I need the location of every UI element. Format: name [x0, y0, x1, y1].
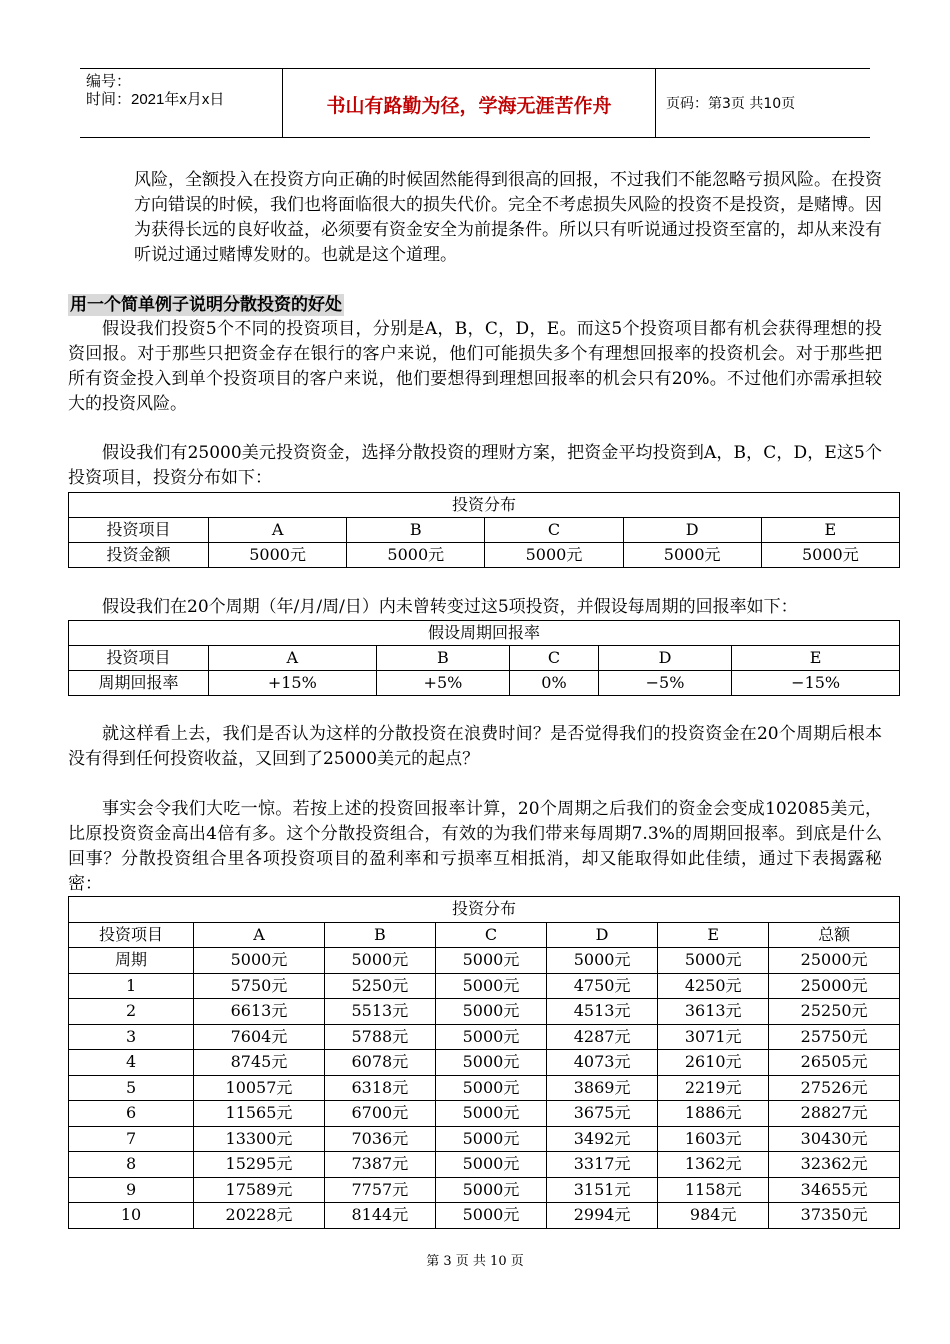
- table-row: [69, 1101, 900, 1127]
- table-cell: 5000元: [547, 948, 658, 974]
- table-header-row: [69, 646, 900, 671]
- table-cell: 5250元: [324, 973, 435, 999]
- table-cell: 5000元: [435, 1101, 546, 1127]
- table-row: [69, 1050, 900, 1076]
- table-cell: 1: [69, 973, 194, 999]
- table-row: [69, 1152, 900, 1178]
- table-cell: 4073元: [547, 1050, 658, 1076]
- table-cell: 3151元: [547, 1177, 658, 1203]
- table-cell: 5000元: [347, 543, 485, 568]
- header-motto-cell: [283, 69, 656, 137]
- table-cell: 13300元: [194, 1126, 325, 1152]
- table-cell: 10057元: [194, 1075, 325, 1101]
- table-cell: +15%: [209, 671, 377, 696]
- number-label: 编号：: [86, 73, 132, 90]
- allocation-table: [68, 492, 900, 568]
- table-cell: 6700元: [324, 1101, 435, 1127]
- table-cell: 3675元: [547, 1101, 658, 1127]
- table-cell: 5000元: [435, 1075, 546, 1101]
- return-rate-table: [68, 620, 900, 696]
- table-cell: 3071元: [658, 1024, 769, 1050]
- table-cell: 1158元: [658, 1177, 769, 1203]
- date-label: 时间：2021年x月x日: [86, 91, 225, 108]
- header-cell: C: [510, 646, 599, 671]
- table-cell: 7387元: [324, 1152, 435, 1178]
- table-cell: 5000元: [435, 973, 546, 999]
- table-cell: 5750元: [194, 973, 325, 999]
- table-cell: 7: [69, 1126, 194, 1152]
- table-cell: 25000元: [769, 948, 900, 974]
- section-heading: 用一个简单例子说明分散投资的好处: [70, 295, 342, 315]
- table-cell: 4750元: [547, 973, 658, 999]
- table-cell: 34655元: [769, 1177, 900, 1203]
- header-cell: C: [485, 518, 623, 543]
- motto: 书山有路勤为径，学海无涯苦作舟: [326, 95, 612, 117]
- header-cell: D: [623, 518, 761, 543]
- table-cell: +5%: [376, 671, 510, 696]
- table-row: [69, 543, 900, 568]
- table-cell: 27526元: [769, 1075, 900, 1101]
- table-row: [69, 671, 900, 696]
- table-cell: 5513元: [324, 999, 435, 1025]
- paragraph-1: 风险，全额投入在投资方向正确的时候固然能得到很高的回报，不过我们不能忽略亏损风险。在投资方向错误的时候，我们也将面临很大的损失代价。完全不考虑损失风险的投资不是投资，是赌博。因为获得长远的良好收益，必须要有资金安全为前提条件。所以只有听说通过投资至富的，却从来没有听说过通过赌博发财的。也就是这个道理。: [134, 170, 882, 265]
- table-cell: 2219元: [658, 1075, 769, 1101]
- table-cell: 5000元: [761, 543, 899, 568]
- table-cell: 984元: [658, 1203, 769, 1229]
- header-cell: E: [761, 518, 899, 543]
- table-cell: 4287元: [547, 1024, 658, 1050]
- table-cell: 6613元: [194, 999, 325, 1025]
- header-cell: B: [376, 646, 510, 671]
- table-cell: 5000元: [209, 543, 347, 568]
- page-header: [80, 68, 870, 138]
- table-cell: 7757元: [324, 1177, 435, 1203]
- table-cell: 1886元: [658, 1101, 769, 1127]
- paragraph-6: 事实会令我们大吃一惊。若按上述的投资回报率计算，20个周期之后我们的资金会变成102085美元，比原投资资金高出4倍有多。这个分散投资组合，有效的为我们带来每周期7.3%的周期回报率。到底是什么回事？分散投资组合里各项投资项目的盈利率和亏损率互相抵消，却又能取得如此佳绩，通过下表揭露秘密：: [68, 799, 882, 894]
- table-cell: 5000元: [435, 1203, 546, 1229]
- header-cell: B: [324, 922, 435, 948]
- page-label: 页码：第3页 共10页: [666, 96, 796, 112]
- table-cell: 28827元: [769, 1101, 900, 1127]
- table-cell: 5000元: [435, 999, 546, 1025]
- table-cell: 0%: [510, 671, 599, 696]
- paragraph-2: 假设我们投资5个不同的投资项目，分别是A，B，C，D，E。而这5个投资项目都有机会获得理想的投资回报。对于那些只把资金存在银行的客户来说，他们可能损失多个有理想回报率的投资机会。对于那些把所有资金投入到单个投资项目的客户来说，他们要想得到理想回报率的机会只有20%。不过他们亦需承担较大的投资风险。: [68, 319, 882, 414]
- table-cell: 3613元: [658, 999, 769, 1025]
- header-cell: A: [209, 518, 347, 543]
- table-cell: 25750元: [769, 1024, 900, 1050]
- header-cell: 投资项目: [69, 922, 194, 948]
- table-cell: 2610元: [658, 1050, 769, 1076]
- table-cell: 8745元: [194, 1050, 325, 1076]
- table-row: [69, 1203, 900, 1229]
- table-cell: 5000元: [658, 948, 769, 974]
- header-cell: A: [194, 922, 325, 948]
- table-header-row: [69, 922, 900, 948]
- table-title: 假设周期回报率: [69, 621, 900, 646]
- table-row: [69, 999, 900, 1025]
- header-cell: D: [598, 646, 732, 671]
- table-cell: 5000元: [435, 1152, 546, 1178]
- table-cell: 2: [69, 999, 194, 1025]
- period-table-body: [69, 948, 900, 1229]
- table-cell: 5788元: [324, 1024, 435, 1050]
- table-cell: 7604元: [194, 1024, 325, 1050]
- table-row: [69, 948, 900, 974]
- table-cell: 3317元: [547, 1152, 658, 1178]
- table-cell: 5000元: [324, 948, 435, 974]
- table-row: [69, 1177, 900, 1203]
- table-cell: 1603元: [658, 1126, 769, 1152]
- table-cell: 10: [69, 1203, 194, 1229]
- header-cell: E: [732, 646, 900, 671]
- table-cell: 20228元: [194, 1203, 325, 1229]
- table-cell: 9: [69, 1177, 194, 1203]
- table-row: [69, 1126, 900, 1152]
- paragraph-3: 假设我们有25000美元投资资金，选择分散投资的理财方案，把资金平均投资到A，B，C，D，E这5个投资项目，投资分布如下：: [68, 443, 882, 488]
- table-cell: 投资金额: [69, 543, 209, 568]
- header-cell: 总额: [769, 922, 900, 948]
- table-title: 投资分布: [69, 493, 900, 518]
- table-cell: 3: [69, 1024, 194, 1050]
- table-cell: 5000元: [485, 543, 623, 568]
- header-cell: B: [347, 518, 485, 543]
- table-cell: 5000元: [435, 1126, 546, 1152]
- table-cell: 11565元: [194, 1101, 325, 1127]
- header-cell: 投资项目: [69, 646, 209, 671]
- table-cell: 4250元: [658, 973, 769, 999]
- table-cell: 3492元: [547, 1126, 658, 1152]
- table-cell: 8144元: [324, 1203, 435, 1229]
- table-header-row: [69, 518, 900, 543]
- period-table: [68, 896, 900, 1229]
- header-cell: E: [658, 922, 769, 948]
- table-cell: 4513元: [547, 999, 658, 1025]
- table-cell: 1362元: [658, 1152, 769, 1178]
- table-cell: 6078元: [324, 1050, 435, 1076]
- table-cell: −15%: [732, 671, 900, 696]
- table-cell: 26505元: [769, 1050, 900, 1076]
- table-cell: −5%: [598, 671, 732, 696]
- table-cell: 周期回报率: [69, 671, 209, 696]
- table-cell: 周期: [69, 948, 194, 974]
- table-cell: 3869元: [547, 1075, 658, 1101]
- table-cell: 17589元: [194, 1177, 325, 1203]
- table-cell: 25250元: [769, 999, 900, 1025]
- table-row: [69, 1075, 900, 1101]
- table-cell: 7036元: [324, 1126, 435, 1152]
- table-cell: 15295元: [194, 1152, 325, 1178]
- paragraph-4: 假设我们在20个周期（年/月/周/日）内未曾转变过这5项投资，并假设每周期的回报率如下：: [102, 597, 798, 617]
- table-cell: 32362元: [769, 1152, 900, 1178]
- header-cell: D: [547, 922, 658, 948]
- table-title: 投资分布: [69, 897, 900, 923]
- table-cell: 5000元: [435, 1024, 546, 1050]
- table-cell: 5: [69, 1075, 194, 1101]
- header-cell: C: [435, 922, 546, 948]
- table-cell: 25000元: [769, 973, 900, 999]
- table-cell: 5000元: [435, 1177, 546, 1203]
- header-cell: A: [209, 646, 377, 671]
- header-cell: 投资项目: [69, 518, 209, 543]
- table-row: [69, 973, 900, 999]
- table-cell: 5000元: [435, 948, 546, 974]
- table-cell: 6: [69, 1101, 194, 1127]
- table-row: [69, 1024, 900, 1050]
- table-cell: 2994元: [547, 1203, 658, 1229]
- header-page-cell: [656, 69, 870, 137]
- table-cell: 4: [69, 1050, 194, 1076]
- paragraph-5: 就这样看上去，我们是否认为这样的分散投资在浪费时间？是否觉得我们的投资资金在20个周期后根本没有得到任何投资收益，又回到了25000美元的起点？: [68, 724, 882, 769]
- page-footer: 第 3 页 共 10 页: [426, 1254, 524, 1269]
- table-cell: 8: [69, 1152, 194, 1178]
- table-cell: 37350元: [769, 1203, 900, 1229]
- table-cell: 6318元: [324, 1075, 435, 1101]
- table-cell: 5000元: [194, 948, 325, 974]
- table-cell: 30430元: [769, 1126, 900, 1152]
- table-cell: 5000元: [435, 1050, 546, 1076]
- header-meta-cell: [80, 69, 283, 137]
- table-cell: 5000元: [623, 543, 761, 568]
